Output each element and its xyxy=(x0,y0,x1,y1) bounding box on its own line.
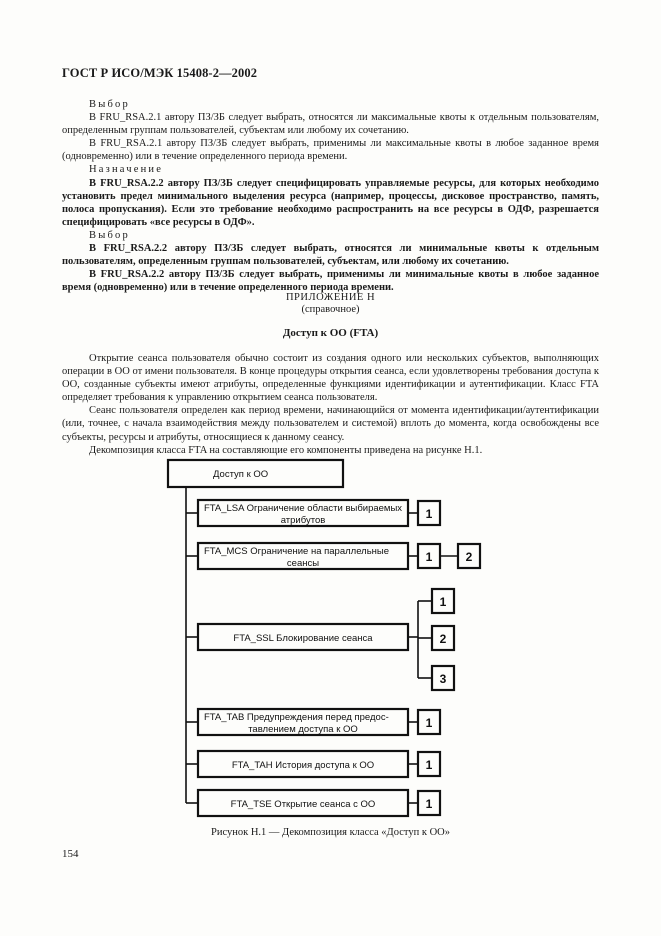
component-level: 2 xyxy=(465,550,473,564)
assignment-label: Назначение xyxy=(89,164,164,176)
family-label: FTA_TSE Открытие сеанса с ОО xyxy=(230,799,376,810)
component-level: 1 xyxy=(425,758,433,772)
family-label: FTA_SSL Блокирование сеанса xyxy=(233,633,373,644)
paragraph: Декомпозиция класса FTA на составляющие его компоненты приведена на рисунке Н.1. xyxy=(89,444,483,456)
family-label-line2: сеансы xyxy=(286,558,320,569)
paragraph: В FRU_RSA.2.1 автору ПЗ/ЗБ следует выбрать, применимы ли максимальные квоты в любое заданное время (одновременно) или в течение определенного периода времени. xyxy=(62,138,599,163)
family-label-line1: FTA_MCS Ограничение на параллельные xyxy=(204,546,390,557)
paragraph: В FRU_RSA.2.1 автору ПЗ/ЗБ следует выбрать, относятся ли максимальные квоты к отдельным пользователям, определенным группам пользователей, субъектам или любому их сочетанию. xyxy=(62,112,599,137)
component-level: 1 xyxy=(425,507,433,521)
appendix-label: ПРИЛОЖЕНИЕ Н xyxy=(285,292,376,303)
component-level: 2 xyxy=(439,632,447,646)
family-label-line2: атрибутов xyxy=(280,515,326,526)
family-label-line2: тавлением доступа к ОО xyxy=(248,724,358,735)
family-label: FTA_TAH История доступа к ОО xyxy=(231,760,375,771)
paragraph: В FRU_RSA.2.2 автору ПЗ/ЗБ следует специфицировать управляемые ресурсы, для которых необходимо установить предел минимального выделения ресурса (например, процессы, дисковое пространство, память, полоса пропускания). Если это требование необходимо распространить на все ресурсы в ОДФ, разрешается специфицировать «все ресурсы в ОДФ». xyxy=(62,177,599,228)
component-level: 1 xyxy=(425,797,433,811)
component-level: 1 xyxy=(439,595,447,609)
component-level: 3 xyxy=(439,672,447,686)
appendix-subtitle: (справочное) xyxy=(301,304,360,315)
family-label-line1: FTA_TAB Предупреждения перед предос- xyxy=(204,712,389,723)
choice-label: Выбор xyxy=(89,229,130,241)
choice-label: Выбор xyxy=(89,99,130,110)
root-class-label: Доступ к ОО xyxy=(213,469,269,480)
page-number: 154 xyxy=(62,848,79,860)
paragraph: В FRU_RSA.2.2 автору ПЗ/ЗБ следует выбрать, применимы ли минимальные квоты в любое заданное время (одновременно) или в течение определенного периода времени. xyxy=(62,269,599,294)
paragraph: Открытие сеанса пользователя обычно состоит из создания одного или нескольких субъектов, выполняющих операции в ОО от имени пользователя. В конце процедуры открытия сеанса, если удовлетворены требования доступа к ОО, созданные субъекты имеют атрибуты, определенные функциями идентификации и аутентификации. Класс FTA определяет требования к управлению открытием сеанса пользователя. xyxy=(62,353,599,404)
family-label-line1: FTA_LSA Ограничение области выбираемых xyxy=(204,503,403,514)
document-header: ГОСТ Р ИСО/МЭК 15408-2—2002 xyxy=(62,66,258,80)
appendix-title: Доступ к ОО (FTA) xyxy=(282,327,379,339)
figure-caption: Рисунок Н.1 — Декомпозиция класса «Доступ к ОО» xyxy=(211,827,450,838)
paragraph: В FRU_RSA.2.2 автору ПЗ/ЗБ следует выбрать, относятся ли минимальные квоты к отдельным пользователям, определенным группам пользователей, субъектам, или любому их сочетанию. xyxy=(62,243,599,268)
component-level: 1 xyxy=(425,550,433,564)
paragraph: Сеанс пользователя определен как период времени, начинающийся от момента идентификации/аутентификации (или, точнее, с начала взаимодействия между пользователем и системой) вплоть до момента, когда освобождены все субъекты, ресурсы и атрибуты, относящиеся к данному сеансу. xyxy=(62,405,599,443)
component-level: 1 xyxy=(425,716,433,730)
